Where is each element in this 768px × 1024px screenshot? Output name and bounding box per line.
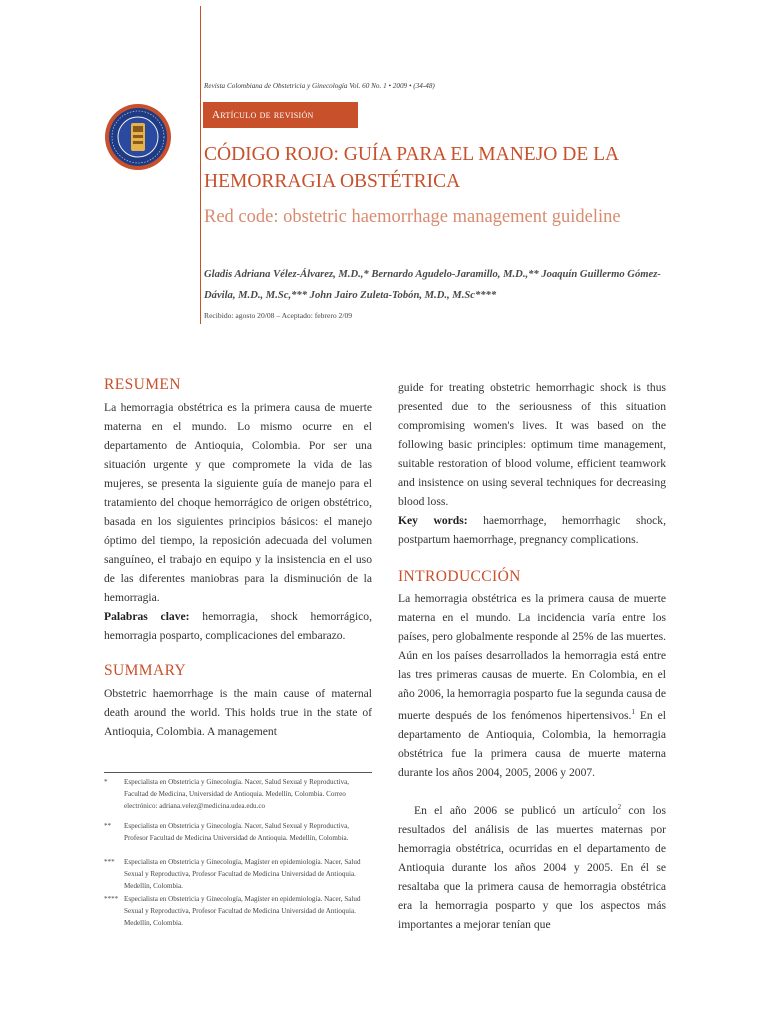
introduccion-heading: INTRODUCCIÓN [398, 568, 521, 585]
intro-p2-text-b: con los resultados del análisis de las muertes maternas por hemorragia obstétrica, ocurridas en el departamento de Antioquia durante los años 2004 y 2005. En él se resaltaba que la primera causa de hemorragia obstétrica era la hemorragia posparto y que los aspectos más importantes a mejorar tenían que [398, 803, 666, 931]
footnote [104, 856, 372, 892]
resumen-heading: RESUMEN [104, 376, 181, 393]
footnote-text: Especialista en Obstetricia y Ginecología. Nacer, Salud Sexual y Reproductiva, Facultad de Medicina, Universidad de Antioquia. Medellín, Colombia. Correo electrónico: adriana.velez@medicina.udea.edu.co [124, 778, 350, 810]
header-rule [200, 6, 201, 324]
received-dates: Recibido: agosto 20/08 – Aceptado: febrero 2/09 [204, 311, 353, 320]
footnote-text: Especialista en Obstetricia y Ginecología. Nacer, Salud Sexual y Reproductiva, Profesor Facultad de Medicina Universidad de Antioquia. Medellín, Colombia. [124, 822, 350, 842]
citation-ref: 1 [631, 708, 635, 716]
intro-paragraph-1 [398, 589, 666, 782]
summary-text: Obstetric haemorrhage is the main cause of maternal death around the world. This holds true in the state of Antioquia, Colombia. A management [104, 687, 372, 738]
summary-continued-text: guide for treating obstetric hemorrhagic shock is thus presented due to the seriousness of this situation compromising women's lives. It was based on the following basic principles: optimum time management, suitable restoration of blood volume, efficient teamwork and insistence on using several techniques for decreasing blood loss. [398, 381, 666, 508]
author-list: Gladis Adriana Vélez-Álvarez, M.D.,* Bernardo Agudelo-Jaramillo, M.D.,** Joaquín Guillermo Gómez-Dávila, M.D., M.Sc,*** John Jairo Zuleta-Tobón, M.D., M.Sc**** [204, 269, 661, 301]
footnote-rule [104, 772, 372, 773]
footnote-mark: **** [104, 895, 119, 903]
article-title-english: Red code: obstetric haemorrhage management guideline [204, 207, 621, 227]
footnote-mark: ** [104, 822, 112, 830]
resumen-body [104, 398, 372, 645]
intro-p1-text-b: En el departamento de Antioquia, Colombia, la hemorragia obstétrica fue la primera causa de muerte materna durante los años 2004, 2005, 2006 y 2007. [398, 708, 666, 779]
palabras-clave-label: Palabras clave: [104, 610, 190, 623]
resumen-text: La hemorragia obstétrica es la primera causa de muerte materna en el mundo. Lo mismo ocurre en el departamento de Antioquia, Colombia. Por ser una situación urgente y que compromete la vida de las mujeres, se presenta la siguiente guía de manejo para el tratamiento del choque hemorrágico de origen obstétrico, basada en los siguientes principios básicos: el manejo óptimo del tiempo, la reposición adecuada del volumen sanguíneo, el trabajo en equipo y la insistencia en el uso de las diferentes maniobras para la disminución de la hemorragia. [104, 401, 372, 604]
intro-paragraph-2 [398, 798, 666, 934]
footnote-text: Especialista en Obstetricia y Ginecología, Magíster en epidemiología. Nacer, Salud Sexual y Reproductiva, Profesor Facultad de Medicina Universidad de Antioquia. Medellín, Colombia. [124, 895, 361, 927]
section-tag: Artículo de revisión [203, 102, 358, 128]
society-seal-icon [104, 103, 172, 171]
footnote [104, 893, 372, 929]
summary-heading: SUMMARY [104, 662, 187, 679]
footnote [104, 820, 372, 856]
footnote-text: Especialista en Obstetricia y Ginecología, Magíster en epidemiología. Nacer, Salud Sexual y Reproductiva, Profesor Facultad de Medicina Universidad de Antioquia. Medellín, Colombia. [124, 858, 361, 890]
footnote [104, 776, 372, 816]
footnote-mark: * [104, 778, 108, 786]
article-title-spanish: CÓDIGO ROJO: GUÍA PARA EL MANEJO DE LA HEMORRAGIA OBSTÉTRICA [204, 144, 619, 192]
citation-ref: 2 [617, 803, 622, 811]
key-words-label: Key words: [398, 514, 468, 527]
intro-p2-text-a: En el año 2006 se publicó un artículo [414, 803, 618, 817]
journal-citation: Revista Colombiana de Obstetricia y Ginecología Vol. 60 No. 1 • 2009 • (34-48) [204, 82, 435, 90]
summary-continued [398, 378, 666, 549]
key-words-text: haemorrhage, hemorrhagic shock, postpartum haemorrhage, pregnancy complications. [398, 514, 667, 546]
intro-p1-text-a: La hemorragia obstétrica es la primera causa de muerte materna en el mundo. La incidencia varía entre los países, pero globalmente responde al 25% de las muertes. Aún en los países desarrollados la hemorragia está entre las tres primeras causas de muerte. En Colombia, en el año 2006, la hemorragia posparto fue la segunda causa de muerte después de los fenómenos hipertensivos. [398, 592, 666, 722]
footnote-mark: *** [104, 858, 115, 866]
palabras-clave-text: hemorragia, shock hemorrágico, hemorragia posparto, complicaciones del embarazo. [104, 610, 373, 642]
